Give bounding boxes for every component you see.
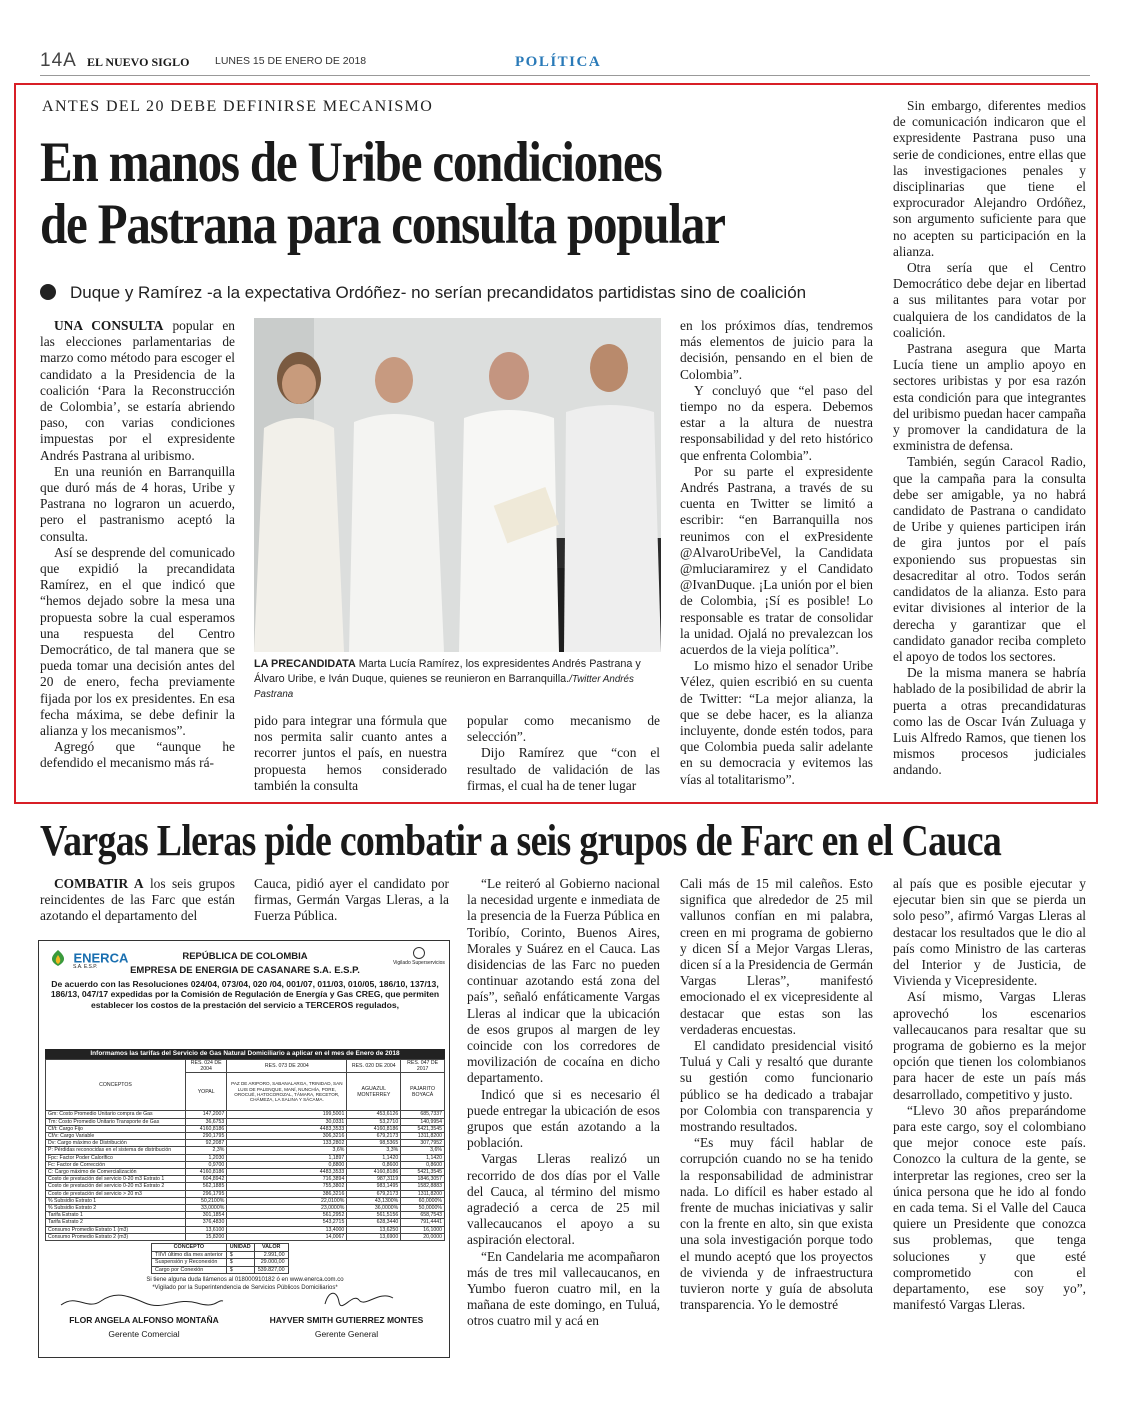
table-cell: Costo de prestación del servicio > 20 m3 [46,1190,186,1197]
table-cell: Consumo Promedio Estrato 1 (m3) [46,1226,186,1233]
subheadline-text: Duque y Ramírez -a la expectativa Ordóñez- no serían precandidatos partidistas sino de coalición [70,283,807,302]
paragraph: Así se desprende del comunicado que expidió la precandidata Ramírez, en el que indicó que “hemos dejado sobre la mesa una propuesta sobre la cual esperamos una respuesta del Centro Democrático, de tal manera que se pueda tomar una decisión antes del 20 de enero, fecha previamente fijada por los ex presidentes. En esa fecha máxima, se debe definir la alianza y los mecanismos”. [40,544,235,739]
table-row [152,1259,289,1267]
table-row [46,1212,445,1219]
table-cell: 791,4441 [401,1219,445,1226]
paragraph: popular como mecanismo de selección”. [467,713,660,745]
paragraph: Pastrana asegura que Marta Lucía tiene un amplio apoyo en sectores uribistas y por esa razón esta condición para que integrantes del uribismo puedan hacer campaña y promover la candidatura de la exministra de defensa. [893,341,1086,454]
paragraph: Cauca, pidió ayer el candidato por firmas, Germán Vargas Lleras, a la Fuerza Pública. [254,876,449,924]
table-cell: 658,7543 [401,1212,445,1219]
table-cell: 133,2802 [227,1140,347,1147]
table-cell: $ [226,1266,254,1274]
photo-credit: /Twitter Andrés Pastrana [254,673,634,700]
table-cell: 29.000,00 [254,1259,288,1267]
table-cell: 3,6% [401,1147,445,1154]
seal-text: Vigilado Superservicios [393,960,445,966]
table-cell: 5421,3545 [401,1169,445,1176]
signer-2-title: Gerente General [314,1329,379,1339]
table-cell: 13,6250 [347,1226,401,1233]
table-cell: 301,1854 [186,1212,227,1219]
table-row [46,1205,445,1212]
table-cell: 1311,8200 [401,1133,445,1140]
table-cell: 1,1420 [347,1154,401,1161]
article-kicker: ANTES DEL 20 DEBE DEFINIRSE MECANISMO [42,98,434,115]
paragraph: al país que es posible ejecutar y ejecutar bien sin que se pierda un solo peso”, afirmó Vargas Lleras al destacar los resultados que le dio al país como Ministro de las carteras del Interior y de Justicia, de Vivienda y Vicepresidente. [893,876,1086,989]
table-row [152,1266,289,1274]
table-row [152,1251,289,1259]
table-cell: 539.827,00 [254,1266,288,1274]
table-row [46,1183,445,1190]
lead-caps: COMBATIR A [54,876,144,891]
signature-1-icon [57,1291,227,1313]
table-row [46,1219,445,1226]
table-row [46,1197,445,1204]
article2-column-4 [680,876,873,1313]
table-cell: Gm: Costo Promedio Unitario compra de Gas [46,1111,186,1118]
table-banner: Informamos las tarifas del Servicio de Gas Natural Domiciliario a aplicar en el mes de Enero de 2018 [45,1049,445,1059]
header-cell: VALOR [254,1244,288,1252]
table-cell: Costo de prestación del servicio 0-20 m3 Estrato 1 [46,1176,186,1183]
table-cell: 14,0067 [227,1233,347,1240]
table-cell: 3,6% [227,1147,347,1154]
article-photo [254,318,661,652]
paragraph: popular en las elecciones parlamentarias de marzo como método para escoger el candidato a la Presidencia de la coalición ‘Para la Reconstrucción de Colombia’, se estaría abriendo paso, con varias condiciones impuestas por el expresidente Andrés Pastrana al uribismo. [40,318,235,463]
table-row [46,1125,445,1132]
table-cell: 33,0000% [186,1205,227,1212]
table-cell: 98,5365 [347,1140,401,1147]
table-cell: 1,1420 [401,1154,445,1161]
ad-footer-contact: Si tiene alguna duda llámenos al 018000910182 ó en www.enerca.com.co [146,1277,344,1283]
table-cell: 4483,3533 [227,1169,347,1176]
headline-line-2: de Pastrana para consulta popular [40,193,725,256]
table-row [46,1176,445,1183]
table-cell: 679,2173 [347,1133,401,1140]
table-cell: 1582,8883 [401,1183,445,1190]
table-cell: 16,1000 [401,1226,445,1233]
table-cell: $ [226,1259,254,1267]
table-cell: 22,0100% [227,1197,347,1204]
table-header-row [46,1060,445,1073]
table-cell: 307,7952 [401,1140,445,1147]
table-cell: Cargo por Conexión [152,1266,227,1274]
table-row [46,1118,445,1125]
table-row [46,1190,445,1197]
paragraph: Sin embargo, diferentes medios de comunicación indicaron que el expresidente Pastrana puso una serie de condiciones, entre ellas que las investigaciones penales y disciplinarias que tiene el exprocurador Alejandro Ordóñez, son argumento suficiente para que no acepten su participación en la alianza. [893,98,1086,259]
paragraph: Indicó que si es necesario él puede entregar la ubicación de esos grupos que están azotando a la población. [467,1086,660,1151]
header-cell: RES. 020 DE 2004 [347,1060,401,1073]
article2-column-1 [40,876,235,925]
lead-caps: UNA CONSULTA [54,318,164,333]
paragraph: También, según Caracol Radio, que la campaña para la consulta debe ser amigable, ya no habrá candidato de Pastrana o candidato de Uribe y quienes participen irán de gira juntos por el país exponiendo sus propuestas sin desacreditar al otro. Todos serán candidatos de la alianza. Esto para evitar divisiones al interior de la derecha y garantizar que el candidato ganador reciba completo el apoyo de todos los sectores. [893,454,1086,664]
article-subheadline [40,283,806,303]
table-cell: 983,1495 [347,1183,401,1190]
table-cell: Tarifa Estrato 2 [46,1219,186,1226]
ad-footer-note: *Vigilado por la Superintendencia de Servicios Públicos Domiciliarios* [152,1285,338,1291]
paragraph: En una reunión en Barranquilla que duró más de 4 horas, Uribe y Pastrana no lograron un acuerdo, pero el pastranismo aceptó la consulta. [40,463,235,544]
table-cell: 0,8800 [227,1161,347,1168]
table-row [46,1111,445,1118]
header-cell: PAJARITO BOYACÁ [401,1073,445,1111]
table-cell: 50,0000% [401,1205,445,1212]
table-cell: 0,9700 [186,1161,227,1168]
table-cell: 562,1885 [186,1183,227,1190]
header-cell: RES. 024 DE 2004 [186,1060,227,1073]
seal-icon [413,947,425,959]
header-cell: RES. 047 DE 2017 [401,1060,445,1073]
paragraph: Cali más de 15 mil caleños. Esto significa que alrededor de 25 mil vallunos confían en mi palabra, creen en mi programa de gobierno y dicen SÍ a Mejor Vargas Lleras, dicen sí a la Presidencia de Germán Vargas Lleras”, manifestó emocionado el ex vicepresidente al destacar que estas son las verdaderas encuestas. [680,876,873,1037]
table-cell: 36,0000% [347,1205,401,1212]
table-cell: 15,8200 [186,1233,227,1240]
paragraph: “En Candelaria me acompañaron más de tres mil vallecaucanos, en Yumbo fueron cuatro mil, en la mañana de este domingo, en Tuluá, otros cuatro mil y acá en [467,1248,660,1329]
header-cell: UNIDAD [226,1244,254,1252]
table-cell: % Subsidio Estrato 2 [46,1205,186,1212]
article1-column-1 [40,318,235,772]
table-row [46,1133,445,1140]
table-cell: 755,3802 [227,1183,347,1190]
table-cell: 5421,3545 [401,1125,445,1132]
table-cell: Tm: Costo Promedio Unitario Transporte de Gas [46,1118,186,1125]
caption-lead: LA PRECANDIDATA [254,658,356,670]
table-cell: 53,2710 [347,1118,401,1125]
paragraph: El candidato presidencial visitó Tuluá y Cali y resaltó que durante su gestión como funcionario público se ha dedicado a trabajar por Colombia con transparencia y mostrando resultados. [680,1038,873,1135]
article-headline [40,132,725,256]
table-cell: Cf/v: Cargo Variable [46,1133,186,1140]
table-row [46,1169,445,1176]
table-cell: % Subsidio Estrato 1 [46,1197,186,1204]
table-cell: 543,2715 [227,1219,347,1226]
header-cell: YOPAL [186,1073,227,1111]
table-cell: 140,9954 [401,1118,445,1125]
paragraph: “Le reiteró al Gobierno nacional la necesidad urgente e inmediata de la presencia de la Fuerza Pública en Toribío, Corinto, Buenos Aires, Morales y Suárez en el Cauca. Las disidencias de las Farc no pueden continuar azotando está zona del país”, señaló enfáticamente Vargas Lleras al indicar que la ubicación de esos grupos al margen de ley coincide con los corredores de movilización de cocaína en dicho departamento. [467,876,660,1086]
paragraph: Así mismo, Vargas Lleras aprovechó los escenarios vallecaucanos para resaltar que su programa de gobierno es la mejor opción que tienen los colombianos para hacer de este un país más desarrollado, competitivo y justo. [893,989,1086,1102]
table-cell: 1,1897 [227,1154,347,1161]
paragraph: pido para integrar una fórmula que nos permita salir cuanto antes a recorrer juntos el país, en nuestra propuesta hemos considerado también la consulta [254,713,447,793]
paragraph: “Es muy fácil hablar de corrupción cuando no se ha tenido la responsabilidad de administrar nada. Lo difícil es haber estado al frente de muchas iniciativas y salir con la frente en alto, sin que exista una sola investigación porque todo el mundo aceptó que los proyectos de vivienda y de infraestructura tuvieron norte y guía de absoluta transparencia. Yo le demostré [680,1135,873,1313]
table-cell: Cf/t: Cargo Fijo [46,1125,186,1132]
table-cell: 199,5001 [227,1111,347,1118]
table-cell: Tarifa Estrato 1 [46,1212,186,1219]
supervision-seal [393,947,445,966]
table-cell: 4160,8186 [186,1125,227,1132]
table-cell: Fpc: Factor Poder Calorífico [46,1154,186,1161]
table-cell: 1,2030 [186,1154,227,1161]
table-row [46,1161,445,1168]
table-cell: 92,2087 [186,1140,227,1147]
table-cell: 0,8600 [347,1161,401,1168]
paragraph: Otra sería que el Centro Democrático debe dejar en libertad a sus militantes para votar por cualquiera de los candidatos de la coalición. [893,260,1086,340]
paragraph: en los próximos días, tendremos más elementos de juicio para la decisión, pensando en el bien de Colombia”. [680,318,873,382]
table-cell: 4160,8186 [186,1169,227,1176]
table-cell: 2.991,00 [254,1251,288,1259]
table-cell: 60,0000% [401,1197,445,1204]
photo-caption [254,657,664,703]
table-row [46,1233,445,1240]
paper-name: EL NUEVO SIGLO [87,55,190,69]
signer-1-name: FLOR ANGELA ALFONSO MONTAÑA [69,1315,219,1325]
table-cell: 147,2007 [186,1111,227,1118]
table-cell: 23,0000% [227,1205,347,1212]
paragraph: De la misma manera se habría hablado de la posibilidad de abrir la puerta a otras precandidaturas como las de Oscar Iván Zuluaga y Luis Alfredo Ramos, que tienen los mismos procesos judiciales andando. [893,665,1086,778]
article1-column-3 [467,713,660,794]
headline-line-1: En manos de Uribe condiciones [40,131,662,194]
table-cell: 0,8600 [401,1161,445,1168]
table-cell: 561,5156 [347,1212,401,1219]
table-cell: 306,3216 [227,1133,347,1140]
issue-date: LUNES 15 DE ENERO DE 2018 [215,55,367,67]
table-cell: 20,0000 [401,1233,445,1240]
article2-column-2 [254,876,449,925]
section-title: POLÍTICA [515,54,602,70]
table-body [152,1251,289,1274]
table-cell: 4160,8186 [347,1125,401,1132]
table-cell: 1846,3057 [401,1176,445,1183]
table-cell: Consumo Promedio Estrato 2 (m3) [46,1233,186,1240]
photo-illustration [254,318,661,652]
ad-title-1: REPÚBLICA DE COLOMBIA [182,951,308,962]
ad-title-2: EMPRESA DE ENERGIA DE CASANARE S.A. E.S.P. [130,965,360,976]
table-cell: 453,6126 [347,1111,401,1118]
table-cell: 43,1300% [347,1197,401,1204]
table-cell: 13,6100 [186,1226,227,1233]
caption-text: Marta Lucía Ramírez, los expresidentes Andrés Pastrana y Álvaro Uribe, e Iván Duque, quienes se reunieron en Barranquilla. [254,658,641,685]
table-row [46,1154,445,1161]
paragraph: Vargas Lleras realizó un recorrido de dos días por el Valle del Cauca, al término del mismo agradeció a cerca de 25 mil vallecaucanos el apoyo a su aspiración electoral. [467,1151,660,1248]
table-cell: TIIVI último día mes anterior [152,1251,227,1259]
header-cell: CONCEPTOS [46,1060,186,1111]
table-cell: 4160,8186 [347,1169,401,1176]
bullet-icon [40,284,56,300]
table-cell: 679,2173 [347,1190,401,1197]
table-cell: 386,3216 [227,1190,347,1197]
article2-column-5 [893,876,1086,1313]
table-cell: 987,3119 [347,1176,401,1183]
header-cell: CONCEPTO [152,1244,227,1252]
paragraph: Y concluyó que “el paso del tiempo no da espera. Debemos estar a la altura de nuestra responsabilidad y del reto histórico que enfrenta Colombia”. [680,382,873,463]
signature-2-icon [319,1286,399,1310]
table-cell: Costo de prestación del servicio 0-20 m3 Estrato 2 [46,1183,186,1190]
header-cell: PAZ DE ARIPORO, SABANALARGA, TRINIDAD, SAN LUIS DE PALENQUE, MANÍ, NUNCHÍA, PORE, OROCUÉ, HATOCOROZAL, TÁMARA, RECETOR, CHÁMEZA, LA SALINA Y SÁCAMA. [227,1073,347,1111]
logo-subtext: S.A. E.S.P. [73,964,98,971]
table-cell: 4483,3533 [227,1125,347,1132]
table-cell: 50,2100% [186,1197,227,1204]
paragraph: los seis grupos reincidentes de las Farc que están azotando el departamento del [40,876,235,924]
charges-table [151,1243,289,1274]
table-row [46,1140,445,1147]
table-cell: 561,2952 [227,1212,347,1219]
table-body [46,1111,445,1241]
enerca-advertisement [38,940,450,1358]
table-cell: 1311,8200 [401,1190,445,1197]
table-cell: 13,6900 [347,1233,401,1240]
table-cell: Fc: Factor de Corrección [46,1161,186,1168]
article2-headline: Vargas Lleras pide combatir a seis grupos de Farc en el Cauca [40,816,1002,865]
table-row [46,1226,445,1233]
table-cell: 628,3440 [347,1219,401,1226]
table-row [46,1147,445,1154]
article1-column-2 [254,713,447,794]
tariff-table [45,1059,445,1241]
table-cell: 13,4000 [227,1226,347,1233]
paragraph: Dijo Ramírez que “con el resultado de validación de las firmas, el cual ha de tener lugar [467,745,660,793]
paragraph: Por su parte el expresidente Andrés Pastrana, a través de su cuenta en Twitter se limitó a escribir: “en Barranquilla nos reunimos con el exPresidente @AlvaroUribeVel, la Candidata @mluciaramirez y el Candidato @IvanDuque. ¡La unión por el bien de Colombia, ¡Sí es posible! Lo responsable es tratar de consolidar la unidad. Ojalá no prevalezcan los acuerdos de la vieja política”. [680,463,873,658]
header-divider [40,75,1090,76]
ad-intro: De acuerdo con las Resoluciones 024/04, 073/04, 020 /04, 001/07, 011/03, 010/05, 186/10, 137/13, 186/13, 047/17 expedidas por la Comisión de Regulación de Energía y Gas CREG, que permiten establecer los costos de la prestación del servicio a TERCEROS regulados, [50,979,440,1010]
signer-2-name: HAYVER SMITH GUTIERREZ MONTES [269,1315,424,1325]
table-cell: Suspensión y Reconexión [152,1259,227,1267]
table-cell: 716,3894 [227,1176,347,1183]
header-cell: RES. 073 DE 2004 [227,1060,347,1073]
table-cell: 604,8942 [186,1176,227,1183]
table-header-row [152,1244,289,1252]
table-cell: 685,7337 [401,1111,445,1118]
table-cell: 376,4830 [186,1219,227,1226]
article2-column-3 [467,876,660,1330]
page-header [40,46,1090,76]
table-cell: 36,6753 [186,1118,227,1125]
logo-text: ENERCA [73,950,129,966]
table-cell: 2,3% [186,1147,227,1154]
paragraph: “Llevo 30 años preparándome para este cargo, soy el colombiano que mejor conoce este país. Conozco la cultura de la gente, se interpretar las regiones, creo ser la única persona que he ido al fondo en cada tema. Si el Valle del Cauca quiere un Presidente que conozca sus problemas, que tenga soluciones y que esté comprometido con el departamento, ese soy yo”, manifestó Vargas Lleras. [893,1102,1086,1313]
paragraph: Agregó que “aunque he defendido el mecanismo más rá- [40,739,235,771]
table-cell: $ [226,1251,254,1259]
table-cell: 290,1795 [186,1133,227,1140]
signer-1-title: Gerente Comercial [108,1329,180,1339]
article1-column-5 [893,98,1086,779]
table-cell: 3,3% [347,1147,401,1154]
paragraph: Lo mismo hizo el senador Uribe Vélez, quien escribió en su cuenta de Twitter: “La mejor alianza, la que se debe hacer, es la alianza incluyente, donde estén todos, para que Colombia pueda salir adelante en su democracia y evitemos las vías al totalitarismo”. [680,658,873,787]
article1-column-4 [680,318,873,788]
table-cell: 30,0331 [227,1118,347,1125]
table-cell: P: Pérdidas reconocidas en el sistema de distribución [46,1147,186,1154]
table-cell: C: Cargo máximo de Comercialización [46,1169,186,1176]
page-number: 14A [40,50,77,71]
table-cell: 296,1795 [186,1190,227,1197]
table-cell: Dv: Cargo máximo de Distribución [46,1140,186,1147]
header-cell: AGUAZUL MONTERREY [347,1073,401,1111]
